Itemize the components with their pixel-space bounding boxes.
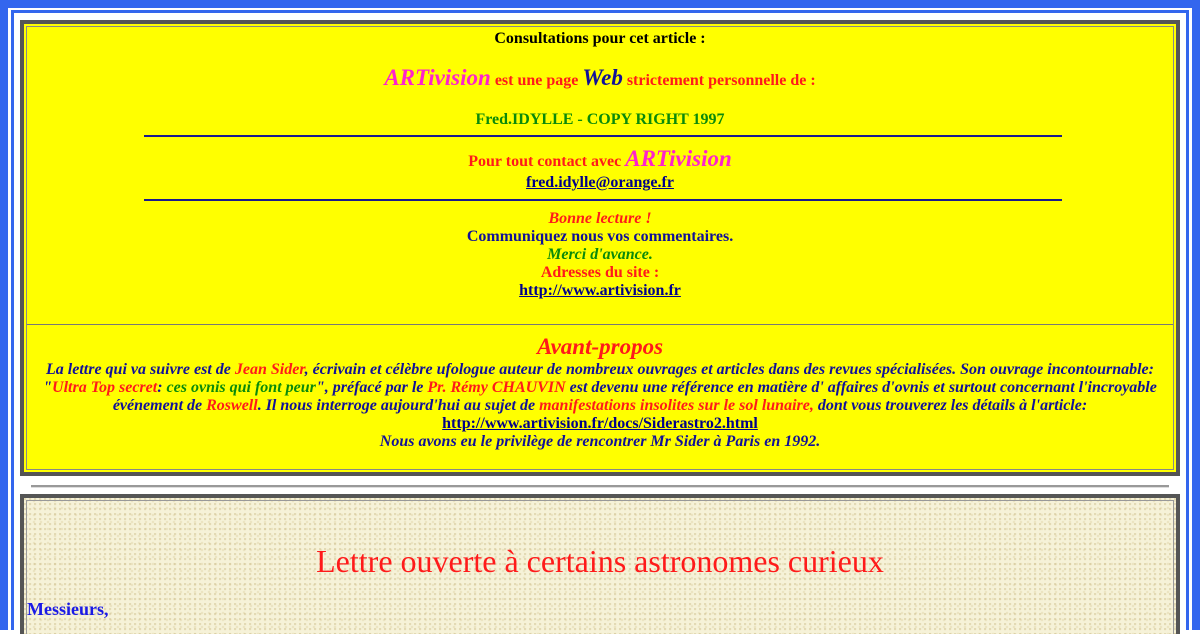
contact-brand: ARTivision: [625, 146, 732, 171]
communiquez: Communiquez nous vos commentaires.: [27, 228, 1173, 246]
avant-propos-title: Avant-propos: [27, 334, 1173, 360]
email-line: [27, 174, 1173, 192]
ownership-text-1: est une page: [491, 72, 583, 89]
section-separator: [27, 324, 1173, 325]
letter-salutation: Messieurs,: [27, 599, 108, 620]
text-segment: :: [157, 379, 166, 396]
intro-panel-inner: [26, 26, 1174, 470]
preface-author: Pr. Rémy CHAUVIN: [427, 379, 565, 396]
text-segment: est devenu une référence en matière d' affaires d'ovnis et surtout concernant l'incroyable: [566, 379, 1157, 396]
manifestations: manifestations insolites sur le sol lunaire,: [539, 397, 814, 414]
bonne-lecture: Bonne lecture !: [27, 210, 1173, 228]
text-segment: événement de: [113, 397, 206, 414]
avant-propos-line-2: [27, 379, 1173, 397]
avant-propos-line-4: [27, 415, 1173, 433]
contact-prefix: Pour tout contact avec: [468, 153, 625, 170]
text-segment: , écrivain et célèbre ufologue auteur de nombreux ouvrages et articles dans des revues spécialisées. Son ouvrage incontournable:: [305, 361, 1154, 378]
article-link[interactable]: http://www.artivision.fr/docs/Siderastro2.html: [442, 415, 758, 432]
avant-propos-line-3: [27, 397, 1173, 415]
site-url-line: [27, 282, 1173, 300]
adresses-label: Adresses du site :: [27, 264, 1173, 282]
author-name: Jean Sider: [235, 361, 305, 378]
book-subtitle: ces ovnis qui font peur: [167, 379, 316, 396]
text-segment: La lettre qui va suivre est de: [46, 361, 235, 378]
site-url-link[interactable]: http://www.artivision.fr: [519, 282, 681, 299]
page-separator: [31, 485, 1169, 488]
book-title: Ultra Top secret: [52, 379, 157, 396]
site-ownership-line: [27, 65, 1173, 91]
avant-propos-text: [27, 361, 1173, 451]
divider-2: [144, 199, 1062, 201]
text-segment: . Il nous interroge aujourd'hui au sujet de: [258, 397, 539, 414]
text-segment: ": [43, 379, 52, 396]
text-segment: dont vous trouverez les détails à l'article:: [814, 397, 1087, 414]
merci: Merci d'avance.: [27, 246, 1173, 264]
text-segment: ", préfacé par le: [316, 379, 428, 396]
contact-line: [27, 146, 1173, 172]
letter-title: Lettre ouverte à certains astronomes curieux: [27, 543, 1173, 580]
brand-name: ARTivision: [384, 65, 491, 90]
letter-panel-inner: [26, 500, 1174, 634]
copyright-line: Fred.IDYLLE - COPY RIGHT 1997: [27, 111, 1173, 129]
email-link[interactable]: fred.idylle@orange.fr: [526, 174, 674, 191]
consultations-label: Consultations pour cet article :: [27, 30, 1173, 48]
avant-propos-line-5: Nous avons eu le privilège de rencontrer Mr Sider à Paris en 1992.: [27, 433, 1173, 451]
divider-1: [144, 135, 1062, 137]
avant-propos-line-1: [27, 361, 1173, 379]
roswell: Roswell: [206, 397, 258, 414]
web-word: Web: [582, 65, 622, 90]
ownership-text-2: strictement personnelle de :: [623, 72, 816, 89]
intro-panel: [20, 20, 1180, 476]
letter-panel: [20, 494, 1180, 634]
